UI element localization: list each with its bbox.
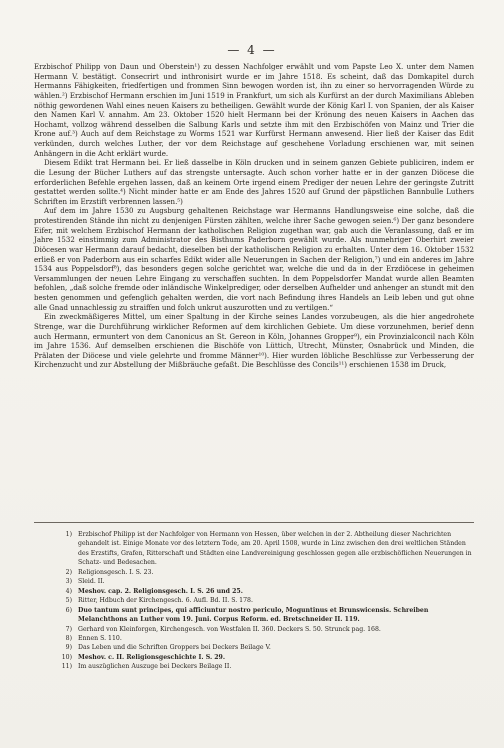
footnote-6 [50, 606, 474, 625]
footnote-number: 7) [65, 625, 72, 633]
footnote-text: Meshov. cap. 2. Religionsgesch. I. S. 26 und 25. [78, 587, 243, 595]
body-paragraph-1: Erzbischof Philipp von Daun und Oberstein¹) zu dessen Nachfolger erwählt und vom Papste Leo X. unter dem Namen Hermann V. bestätigt. Consecrirt und inthronisirt wurde er im Jahre 1518. Es scheint, daß das Domkapitel durch Hermanns Fähigkeiten, friedfertigen und frommen Sinn bewogen worden ist, ihn zu einer so hervorragenden Würde zu wählen.²) Erzbischof Hermann erschien im Juni 1519 in Frankfurt, um sich als Kurfürst an der durch Maximilians Ableben nöthig gewordenen Wahl eines neuen Kaisers zu betheiligen. Gewählt wurde der König Karl I. von Spanien, der als Kaiser den Namen Karl V. annahm. Am 23. Oktober 1520 hielt Hermann bei der Krönung des neuen Kaisers in Aachen das Hochamt, vollzog während desselben die Salbung Karls und setzte ihm mit den Erzbischöfen von Mainz und Trier die Krone auf.³) Auch auf dem Reichstage zu Worms 1521 war Kurfürst Hermann anwesend. Hier ließ der Kaiser das Edit verkünden, durch welches Luther, der vor dem Reichstage auf geschehene Vorladung erschienen war, mit seinen Anhängern in die Acht erklärt wurde. [34, 62, 474, 158]
footnote-number: 8) [65, 634, 72, 642]
footnote-4 [50, 587, 474, 596]
footnote-text: Das Leben und die Schriften Groppers bei Deckers Beilage V. [78, 644, 271, 652]
footnote-number: 11) [61, 663, 72, 671]
footnote-number: 2) [65, 568, 72, 576]
footnote-text: Ennen S. 110. [78, 634, 122, 642]
page-number: — 4 — [227, 43, 277, 57]
footnote-number: 6) [65, 606, 72, 614]
footnote-number: 3) [65, 578, 72, 586]
footnote-7 [50, 625, 474, 634]
footnote-text: Religionsgesch. I. S. 23. [78, 568, 154, 576]
footnote-9 [50, 643, 474, 652]
footnote-number: 4) [65, 587, 72, 595]
footnote-3 [50, 577, 474, 586]
footnotes [50, 530, 474, 672]
footnote-10 [50, 653, 474, 662]
footnote-number: 10) [61, 653, 72, 661]
footnote-text: Ritter, Hdbuch der Kirchengesch. 6. Aufl. Bd. II. S. 178. [78, 597, 253, 605]
footnote-2 [50, 568, 474, 577]
footnote-divider [34, 522, 474, 523]
footnote-text: Im auszüglichen Auszuge bei Deckers Beilage II. [78, 663, 232, 671]
footnote-text: Meshov. c. II. Religionsgeschichte I. S. 29. [78, 653, 226, 661]
footnote-8 [50, 634, 474, 643]
footnote-1 [50, 530, 474, 568]
footnote-text: Duo tantum sunt principes, qui afficiuntur nostro periculo, Moguntinus et Brunswicensis. Schreiben Melanchthons an Luther vom 19. Juni. Corpus Reform. ed. Bretschneider II. 119. [78, 606, 429, 624]
body-paragraph-3: Auf dem im Jahre 1530 zu Augsburg gehaltenen Reichstage war Hermanns Handlungsweise eine solche, daß die protestirenden Stände ihn nicht zu denjenigen Fürsten zählten, welche ihrer Sache gewogen seien.⁶) Der ganz besondere Eifer, mit welchem Erzbischof Hermann der katholischen Religion zugethan war, gab auch die Veranlassung, daß er im Jahre 1532 einstimmig zum Administrator des Bisthums Paderborn gewählt wurde. Als nunmehriger Oberhirt zweier Diöcesen war Hermann darauf bedacht, dieselben bei der katholischen Religion zu erhalten. Unter dem 16. Oktober 1532 erließ er von Paderborn aus ein scharfes Edikt wider alle Neuerungen in Sachen der Religion,⁷) und ein anderes im Jahre 1534 aus Poppelsdorf⁸), das besonders gegen solche gerichtet war, welche die und da in der Erzdiöcese in geheimen Versammlungen der neuen Lehre Eingang zu verschaffen suchten. In dem Poppelsdorfer Mandat wurde allen Beamten befohlen, „daß solche fremde oder inländische Winkelprediger, oder derselben Aufhelder und anhenger an stundt mit den besten genommen und gefenglich gehalten werden, die vort nach Befindung ihres Handels an Leib leben und gut ohne alle Gnad unnachlessig zu straiffen und folch unkrut auszurotten und zu vertilgen.“ [34, 206, 474, 312]
body-paragraph-2: Diesem Edikt trat Hermann bei. Er ließ dasselbe in Köln drucken und in seinem ganzen Gebiete publiciren, indem er die Lesung der Bücher Luthers auf das strengste untersagte. Auch schon vorher hatte er in der ganzen Diöcese die erforderlichen Befehle ergehen lassen, daß an keinem Orte irgend einem Prediger der neuen Lehre der geringste Zutritt gestattet werden sollte.⁴) Nicht minder hatte er am Ende des Jahres 1520 auf Grund der päpstlichen Bannbulle Luthers Schriften im Erzstift verbrennen lassen.⁵) [34, 158, 474, 206]
main-body [34, 62, 474, 370]
footnote-text: Erzbischof Philipp ist der Nachfolger von Hermann von Hessen, über welchen in der 2. Abtheilung dieser Nachrichten gehandelt ist. Einige Monate vor des letztern Tode, am 20. April 1508, wurde in Linz zwischen den drei weltlichen Ständen des Erzstifts, Grafen, Ritterschaft und Städten eine Landvereinigung geschlossen gegen alle erzbischöflichen Neuerungen in Schatz- und Bedesachen. [78, 531, 472, 567]
footnote-text: Sleid. II. [78, 578, 105, 586]
footnote-number: 5) [65, 597, 72, 605]
body-paragraph-4: Ein zweckmäßigeres Mittel, um einer Spaltung in der Kirche seines Landes vorzubeugen, als die hier angedrohete Strenge, war die Durchführung wirklicher Reformen auf dem kirchlichen Gebiete. Um diese vorzunehmen, berief denn auch Hermann, ermuntert von dem Canonicus an St. Gereon in Köln, Johannes Gropper⁹), ein Provinzialconcil nach Köln im Jahre 1536. Auf demselben erschienen die Bischöfe von Lüttich, Utrecht, Münster, Osnabrück und Minden, die Prälaten der Diöcese und viele gelehrte und fromme Männer¹⁰). Hier wurden löbliche Beschlüsse zur Verbesserung der Kirchenzucht und zur Abstellung der Mißbräuche gefaßt. Die Beschlüsse des Concils¹¹) erschienen 1538 im Druck, [34, 312, 474, 370]
footnote-number: 1) [65, 531, 72, 538]
footnote-5 [50, 596, 474, 605]
footnote-11 [50, 662, 474, 671]
footnote-number: 9) [65, 644, 72, 652]
footnote-text: Gerhard von Kleinforgen, Kirchengesch. von Westfalen II. 360. Deckers S. 50. Strunck pag. 168. [78, 625, 381, 633]
